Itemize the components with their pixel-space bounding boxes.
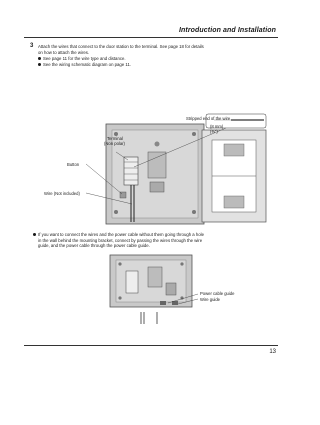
power-cable-guide-slot bbox=[160, 301, 166, 305]
step-number: 3 bbox=[30, 43, 34, 49]
bullet-text: See page 11 for the wire type and distance. bbox=[43, 56, 126, 61]
page-number: 13 bbox=[269, 349, 276, 355]
screw-icon bbox=[192, 132, 196, 136]
dimension-mm-label: (8 mm) bbox=[210, 124, 224, 129]
dimension-inch-label: (⅜") bbox=[210, 129, 218, 134]
step-3 bbox=[32, 44, 262, 55]
terminal-label: Terminal bbox=[107, 136, 123, 141]
step-text-line-2: on how to attach the wires. bbox=[38, 49, 90, 55]
bullet-dot bbox=[38, 63, 41, 66]
terminal-block bbox=[126, 271, 138, 293]
button-label: Button bbox=[67, 162, 80, 167]
wiring-figure-2 bbox=[108, 253, 198, 313]
circuit-component bbox=[150, 182, 164, 192]
screw-icon bbox=[155, 142, 160, 147]
bullet-wire-type bbox=[38, 56, 126, 62]
circuit-component bbox=[148, 152, 166, 178]
cable-stubs bbox=[135, 312, 165, 326]
stripped-wire-label: Stripped end of the wire bbox=[186, 116, 231, 121]
step-text-line-1: Attach the wires that connect to the door station to the terminal. See page 18 for details bbox=[38, 44, 204, 49]
bullet-text: See the wiring schematic diagram on page 11. bbox=[43, 62, 132, 67]
header-divider bbox=[24, 37, 278, 38]
screw-icon bbox=[192, 210, 196, 214]
terminal-block bbox=[124, 157, 138, 185]
wire-label: Wire (Not included) bbox=[44, 191, 80, 196]
note-wire-routing bbox=[33, 232, 273, 249]
terminal-type-label: (Non polar) bbox=[104, 141, 125, 146]
note-line-1: If you want to connect the wires and the power cable without them going through a hole bbox=[38, 232, 205, 237]
bullet-dot bbox=[38, 57, 41, 60]
wire-guide-label: Wire guide bbox=[200, 297, 221, 302]
power-cable-guide-label: Power cable guide bbox=[200, 291, 235, 296]
bullet-dot bbox=[33, 233, 36, 236]
note-line-2: in the wall behind the mounting bracket, connect by passing the wires through the wire bbox=[38, 237, 203, 243]
bullet-wiring-diagram bbox=[38, 62, 131, 68]
wiring-figure-1 bbox=[86, 112, 286, 227]
footer-divider bbox=[24, 345, 278, 346]
section-title: Introduction and Installation bbox=[178, 27, 276, 34]
screw-icon bbox=[114, 210, 118, 214]
note-line-3: guide, and the power cable through the power cable guide. bbox=[38, 243, 150, 249]
